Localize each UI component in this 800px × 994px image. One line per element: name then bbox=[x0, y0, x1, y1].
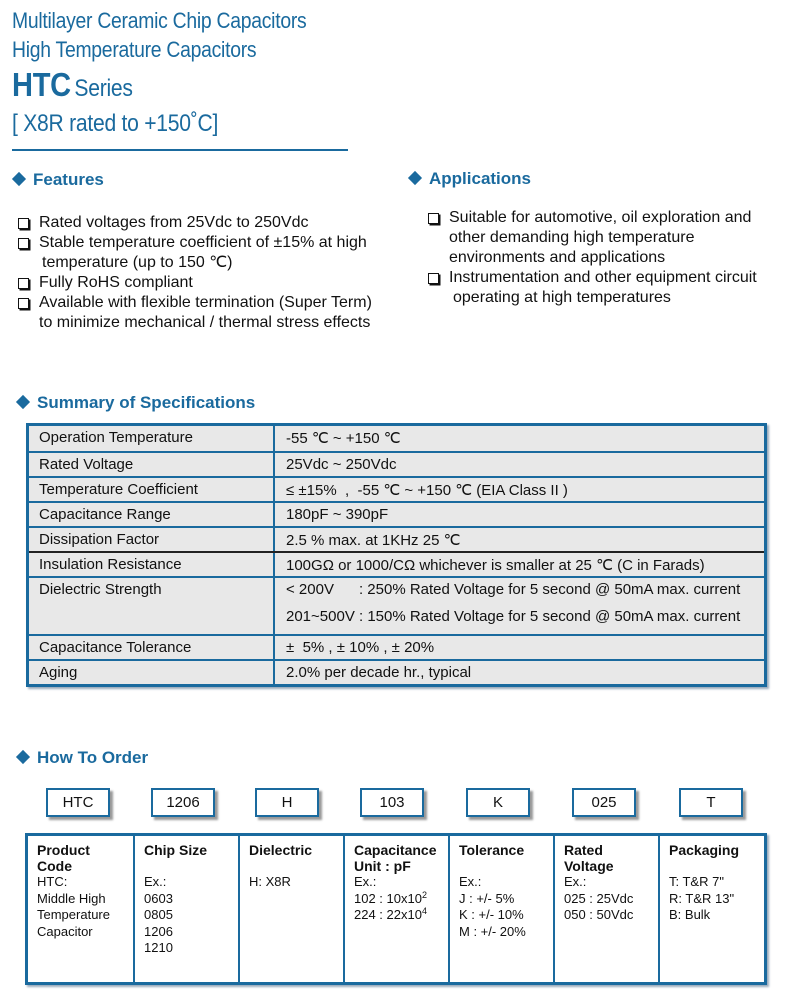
col-line: M : +/- 20% bbox=[459, 923, 526, 939]
col-line: K : +/- 10% bbox=[459, 907, 524, 922]
feature-item bbox=[18, 213, 398, 233]
col-line: Ex.: bbox=[354, 874, 377, 889]
order-col-packaging bbox=[658, 836, 764, 982]
col-heading: Chip Size bbox=[144, 842, 208, 858]
spec-value: 2.5 % max. at 1KHz 25 ℃ bbox=[286, 532, 461, 549]
superscript: 2 bbox=[421, 889, 427, 900]
checkbox-square-icon bbox=[18, 238, 29, 249]
spec-row bbox=[29, 451, 764, 476]
col-line-text: 224 : 22x10 bbox=[354, 907, 422, 922]
feature-text: Rated voltages from 25Vdc to 250Vdc bbox=[39, 214, 309, 231]
col-line bbox=[354, 891, 448, 908]
checkbox-square-icon bbox=[18, 278, 29, 289]
col-line: Ex.: bbox=[144, 874, 167, 889]
application-text-cont: other demanding high temperature bbox=[449, 229, 695, 246]
series-code: HTC bbox=[12, 66, 71, 103]
spec-row bbox=[29, 659, 764, 684]
title-line-2: High Temperature Capacitors bbox=[12, 37, 257, 62]
spec-row bbox=[29, 501, 764, 526]
application-text-cont: operating at high temperatures bbox=[453, 289, 671, 306]
spec-value: 2.0% per decade hr., typical bbox=[286, 664, 472, 681]
spec-value: ≤ ±15% , -55 ℃ ~ +150 ℃ (EIA Class II ) bbox=[286, 482, 568, 499]
order-code-tolerance: K bbox=[466, 788, 530, 817]
feature-text: Stable temperature coefficient of ±15% at high bbox=[39, 234, 367, 251]
how-to-order-heading bbox=[18, 748, 148, 768]
applications-list bbox=[428, 208, 788, 308]
col-heading: Unit : pF bbox=[354, 858, 411, 874]
series-title bbox=[12, 66, 133, 104]
feature-item bbox=[18, 273, 398, 293]
order-code-packaging: T bbox=[679, 788, 743, 817]
application-text: Instrumentation and other equipment circuit bbox=[449, 269, 757, 286]
spec-row bbox=[29, 634, 764, 659]
order-code-voltage: 025 bbox=[572, 788, 636, 817]
application-item bbox=[428, 268, 788, 308]
specifications-title: Summary of Specifications bbox=[37, 393, 256, 412]
col-heading: Tolerance bbox=[459, 842, 525, 858]
specifications-table bbox=[26, 423, 767, 687]
title-line-1: Multilayer Ceramic Chip Capacitors bbox=[12, 8, 307, 33]
spec-label: Insulation Resistance bbox=[29, 553, 275, 576]
features-title: Features bbox=[33, 170, 104, 189]
col-line: 050 : 50Vdc bbox=[564, 907, 634, 922]
spec-value bbox=[275, 578, 764, 634]
col-line: B: Bulk bbox=[669, 907, 711, 922]
spacer bbox=[669, 858, 764, 874]
col-line: R: T&R 13" bbox=[669, 890, 735, 906]
order-col-product-code bbox=[28, 836, 133, 982]
order-code-capacitance: 103 bbox=[360, 788, 424, 817]
col-line: 0805 bbox=[144, 907, 173, 922]
spec-value: ± 5% , ± 10% , ± 20% bbox=[286, 639, 435, 656]
col-line: Capacitor bbox=[37, 923, 93, 939]
spec-label: Temperature Coefficient bbox=[29, 478, 275, 501]
col-heading: Product bbox=[37, 842, 90, 858]
feature-item bbox=[18, 293, 398, 333]
spec-label: Aging bbox=[29, 661, 275, 684]
diamond-bullet-icon bbox=[12, 172, 26, 186]
applications-heading bbox=[410, 169, 531, 189]
col-heading: Rated bbox=[564, 842, 603, 858]
spec-value: -55 ℃ ~ +150 ℃ bbox=[286, 430, 401, 447]
spec-row bbox=[29, 426, 764, 451]
feature-text: Available with flexible termination (Super Term) bbox=[39, 294, 372, 311]
col-line: J : +/- 5% bbox=[459, 890, 515, 906]
checkbox-square-icon bbox=[18, 218, 29, 229]
spec-row bbox=[29, 551, 764, 576]
rating-subtitle: [ X8R rated to +150˚C] bbox=[12, 110, 219, 137]
application-text: Suitable for automotive, oil exploration and bbox=[449, 209, 752, 226]
diamond-bullet-icon bbox=[408, 171, 422, 185]
feature-text: Fully RoHS compliant bbox=[39, 274, 193, 291]
col-line: T: T&R 7" bbox=[669, 874, 724, 889]
spacer bbox=[144, 858, 238, 874]
col-line: HTC: bbox=[37, 874, 68, 889]
order-code-chip-size: 1206 bbox=[151, 788, 215, 817]
col-line: 025 : 25Vdc bbox=[564, 890, 634, 906]
spec-label: Capacitance Tolerance bbox=[29, 636, 275, 659]
header-divider bbox=[12, 149, 348, 151]
spec-value-line: < 200V : 250% Rated Voltage for 5 second @ 50mA max. current bbox=[286, 581, 741, 598]
col-line: H: X8R bbox=[249, 874, 291, 889]
col-line bbox=[354, 907, 448, 924]
order-col-dielectric bbox=[238, 836, 343, 982]
col-line: Temperature bbox=[37, 907, 110, 922]
col-heading: Packaging bbox=[669, 842, 740, 858]
applications-title: Applications bbox=[429, 169, 532, 188]
spec-value: 100GΩ or 1000/CΩ whichever is smaller at 25 ℃ (C in Farads) bbox=[286, 557, 705, 574]
col-heading: Capacitance bbox=[354, 842, 437, 858]
checkbox-square-icon bbox=[428, 273, 439, 284]
application-text-cont: environments and applications bbox=[449, 249, 666, 266]
feature-text-cont: to minimize mechanical / thermal stress effects bbox=[39, 314, 371, 331]
order-col-tolerance bbox=[448, 836, 553, 982]
feature-item bbox=[18, 233, 398, 273]
features-heading bbox=[14, 170, 104, 190]
spec-row bbox=[29, 526, 764, 551]
diamond-bullet-icon bbox=[16, 395, 30, 409]
checkbox-square-icon bbox=[18, 298, 29, 309]
spec-value: 180pF ~ 390pF bbox=[286, 506, 389, 523]
spec-label: Rated Voltage bbox=[29, 453, 275, 476]
col-heading: Dielectric bbox=[249, 842, 313, 858]
features-list bbox=[18, 213, 398, 333]
col-line-text: 102 : 10x10 bbox=[354, 890, 422, 906]
order-legend-table bbox=[25, 833, 767, 985]
specifications-heading bbox=[18, 393, 255, 413]
spec-value: 25Vdc ~ 250Vdc bbox=[286, 456, 397, 473]
feature-text-cont: temperature (up to 150 ℃) bbox=[42, 254, 233, 271]
order-col-capacitance bbox=[343, 836, 448, 982]
spec-label: Capacitance Range bbox=[29, 503, 275, 526]
order-col-rated-voltage bbox=[553, 836, 658, 982]
order-col-chip-size bbox=[133, 836, 238, 982]
order-code-product: HTC bbox=[46, 788, 110, 817]
col-line: Middle High bbox=[37, 890, 106, 906]
spec-label: Dielectric Strength bbox=[29, 578, 275, 634]
col-line: Ex.: bbox=[459, 874, 482, 889]
spec-label: Operation Temperature bbox=[29, 426, 275, 451]
spacer bbox=[249, 858, 343, 874]
diamond-bullet-icon bbox=[16, 750, 30, 764]
superscript: 4 bbox=[421, 906, 427, 916]
spec-label: Dissipation Factor bbox=[29, 528, 275, 551]
col-line: 1210 bbox=[144, 940, 173, 955]
series-word: Series bbox=[74, 75, 133, 102]
spec-row bbox=[29, 476, 764, 501]
col-heading: Code bbox=[37, 858, 72, 874]
col-line: Ex.: bbox=[564, 874, 587, 889]
spacer bbox=[459, 858, 553, 874]
order-code-dielectric: H bbox=[255, 788, 319, 817]
application-item bbox=[428, 208, 788, 268]
col-heading: Voltage bbox=[564, 858, 614, 874]
col-line: 1206 bbox=[144, 923, 173, 939]
col-line: 0603 bbox=[144, 890, 173, 906]
spec-value-line: 201~500V : 150% Rated Voltage for 5 second @ 50mA max. current bbox=[286, 608, 741, 625]
how-to-order-title: How To Order bbox=[37, 748, 149, 767]
checkbox-square-icon bbox=[428, 213, 439, 224]
spec-row bbox=[29, 576, 764, 634]
